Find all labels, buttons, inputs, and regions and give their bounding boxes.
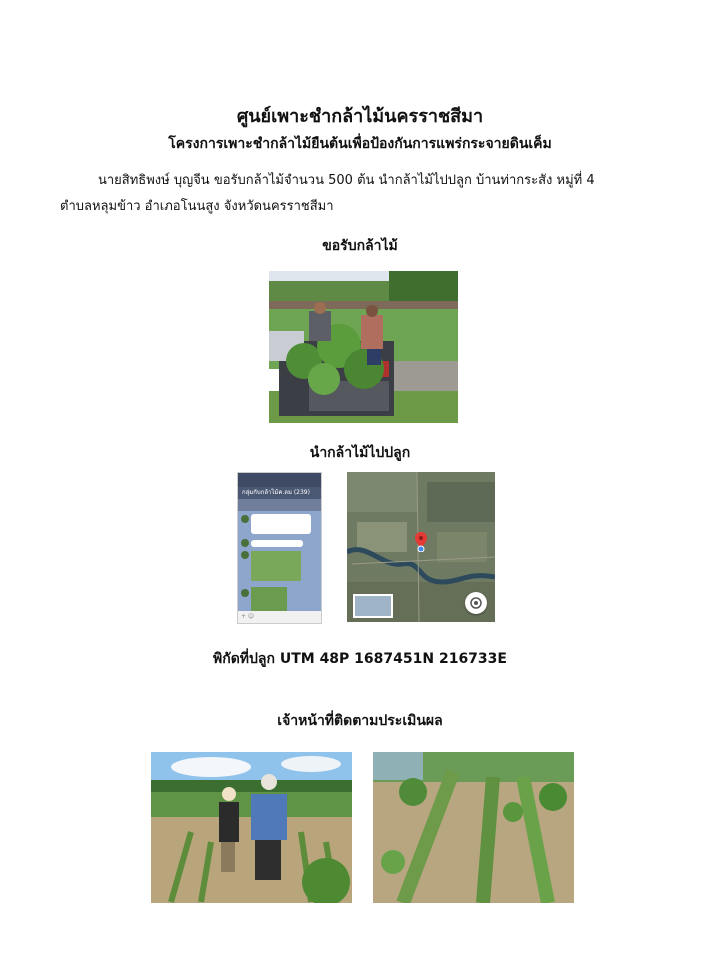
chat-input-bar: + ☺ (238, 611, 321, 623)
crosshair-icon (465, 592, 487, 614)
chat-messages (238, 511, 321, 611)
phone-status-bar (238, 473, 321, 487)
photo-staff-field (151, 752, 352, 903)
page-title: ศูนย์เพาะชำกล้าไม้นครราชสีมา (236, 106, 484, 127)
section-heading-receive: ขอรับกล้าไม้ (322, 238, 398, 254)
photo-planted-rows (373, 752, 574, 903)
street-view-thumbnail[interactable] (353, 594, 393, 618)
page-subtitle: โครงการเพาะชำกล้าไม้ยืนต้นเพื่อป้องกันการแพร่กระจายดินเค็ม (168, 136, 552, 152)
chat-group-title: กลุ่มกับกล้าไม้ค.ลม (239) (238, 487, 321, 499)
map-screenshot (347, 472, 495, 622)
section-heading-staff: เจ้าหน้าที่ติดตามประเมินผล (277, 713, 443, 729)
description-line-2: ตำบลหลุมข้าว อำเภอโนนสูง จังหวัดนครราชสีมา (60, 199, 334, 214)
chat-screenshot (237, 472, 322, 624)
description-line-1: นายสิทธิพงษ์ บุญจีน ขอรับกล้าไม้จำนวน 500 ต้น นำกล้าไม้ไปปลูก บ้านท่ากระสัง หมู่ที่ 4 (98, 173, 595, 188)
planting-coordinates: พิกัดที่ปลูก UTM 48P 1687451N 216733E (213, 651, 507, 667)
location-pin-icon (415, 532, 427, 556)
section-heading-planting: นำกล้าไม้ไปปลูก (309, 445, 411, 461)
chat-member-avatars (238, 499, 321, 511)
my-location-button[interactable] (465, 592, 487, 614)
photo-receiving-seedlings (269, 271, 458, 423)
